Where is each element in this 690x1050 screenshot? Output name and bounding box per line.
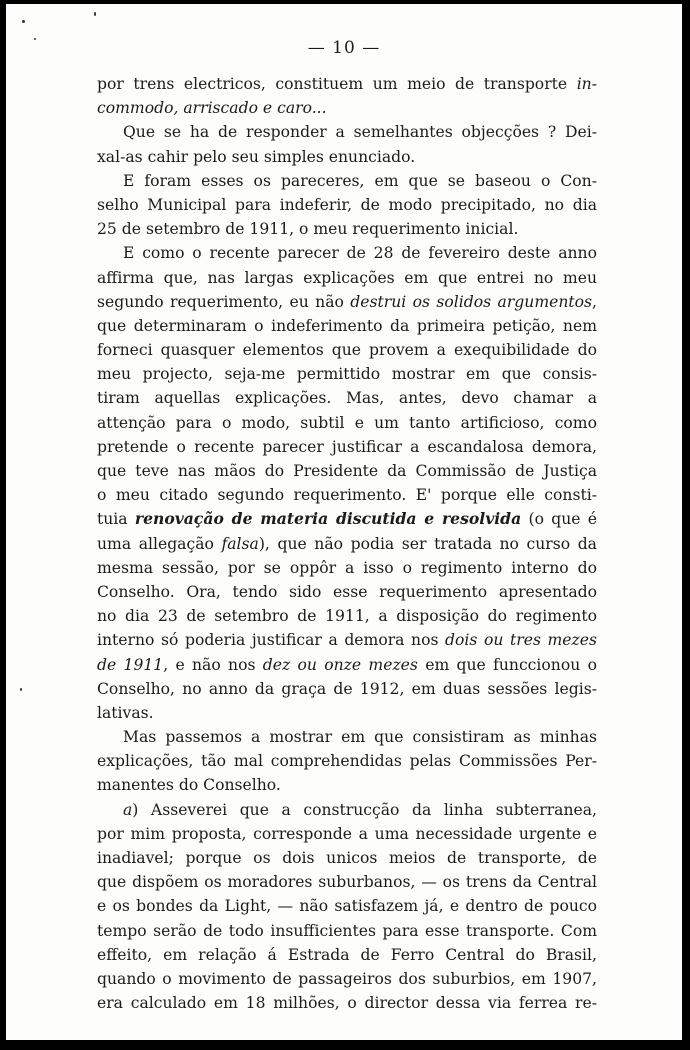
text-line [97, 241, 597, 265]
text-run: Que se ha de responder a semelhantes objecções ? Dei- [123, 123, 597, 142]
text-run: E foram esses os pareceres, em que se baseou o Con- [123, 171, 597, 190]
text-run: ) Asseverei que a construcção da linha subterranea, [132, 800, 597, 819]
text-run: xal-as cahir pelo seu simples enunciado. [97, 147, 416, 166]
text-run: interno só poderia justificar a demora nos [97, 631, 446, 650]
text-run: destrui os solidos argumentos [350, 292, 593, 311]
text-line [97, 628, 597, 652]
text-run: E como o recente parecer de 28 de fevereiro deste anno [123, 244, 597, 263]
text-line [97, 507, 597, 531]
text-line [97, 193, 597, 217]
text-line [97, 967, 597, 991]
body-text [97, 72, 597, 1015]
text-run: tuia [97, 510, 135, 529]
text-run: inadiavel; porque os dois unicos meios de transporte, de [97, 849, 597, 867]
text-run: Conselho, no anno da graça de 1912, em duas sessões legis- [97, 679, 597, 698]
text-line [97, 96, 597, 120]
text-line [97, 266, 597, 290]
text-line [97, 532, 597, 556]
text-run: que determinaram o indeferimento da primeira petição, nem [97, 316, 597, 335]
text-line [97, 217, 597, 241]
ink-speck [22, 20, 25, 23]
text-line [97, 846, 597, 870]
text-line [97, 338, 597, 362]
text-run: pretende o recente parecer justificar a escandalosa demora, [97, 437, 597, 456]
text-line [97, 145, 597, 169]
text-line [97, 290, 597, 314]
text-line [97, 386, 597, 410]
text-run: tempo serão de todo insufficientes para esse transporte. Com [97, 921, 597, 940]
text-line [97, 653, 597, 677]
text-line [97, 822, 597, 846]
book-page [6, 4, 682, 1040]
text-run: por trens electricos, constituem um meio de transporte [97, 75, 577, 93]
text-line [97, 411, 597, 435]
text-line [97, 169, 597, 193]
text-run: , [592, 292, 597, 311]
text-run: de 1911 [97, 655, 164, 674]
text-run: meu projecto, seja-me permittido mostrar em que consis- [97, 365, 597, 384]
text-line [97, 773, 597, 797]
text-run: (o que é [521, 510, 597, 529]
text-run: renovação de materia discutida e resolvida [134, 509, 522, 529]
text-run: o meu citado segundo requerimento. E' porque elle consti- [97, 486, 597, 505]
text-run: dois ou tres mezes [445, 631, 597, 650]
text-run: selho Municipal para indeferir, de modo precipitado, no dia [97, 195, 597, 214]
text-line [97, 677, 597, 701]
text-run: 25 de setembro de 1911, o meu requerimento inicial. [97, 220, 519, 239]
ink-speck [20, 688, 22, 691]
text-run: Mas passemos a mostrar em que consistiram as minhas [123, 728, 597, 747]
text-line [97, 991, 597, 1015]
text-run: lativas. [97, 703, 154, 722]
text-run: tiram aquellas explicações. Mas, antes, devo chamar a [97, 389, 597, 408]
text-line [97, 556, 597, 580]
text-run: no dia 23 de setembro de 1911, a disposição do regimento [97, 607, 597, 626]
text-run: manentes do Conselho. [97, 776, 281, 795]
text-line [97, 120, 597, 144]
text-run: que dispõem os moradores suburbanos, — os trens da Central [97, 873, 597, 892]
text-line [97, 435, 597, 459]
text-line [97, 701, 597, 725]
text-run: quando o movimento de passageiros dos suburbios, em 1907, [97, 969, 597, 988]
text-run: em que funccionou o [417, 655, 597, 674]
text-line [97, 870, 597, 894]
text-run: mesma sessão, por se oppôr a isso o regimento interno do [97, 558, 597, 577]
text-run: , e não nos [163, 655, 263, 674]
text-line [97, 604, 597, 628]
text-run: affirma que, nas largas explicações em que entrei no meu [97, 268, 597, 287]
text-run: ), que não podia ser tratada no curso da [258, 534, 597, 553]
text-line [97, 483, 597, 507]
text-run: por mim proposta, corresponde a uma necessidade urgente e [97, 824, 597, 843]
text-run: e os bondes da Light, — não satisfazem já, e dentro de pouco [97, 897, 597, 916]
page-number: — 10 — [307, 38, 381, 58]
text-run: explicações, tão mal comprehendidas pelas Commissões Per- [97, 752, 597, 771]
text-line [97, 894, 597, 918]
ink-speck [94, 12, 96, 16]
text-run: commodo, arriscado e caro... [97, 99, 327, 118]
text-run: in- [576, 75, 597, 93]
text-line [97, 580, 597, 604]
text-line [97, 314, 597, 338]
text-run: a [123, 800, 133, 819]
text-run: uma allegação [97, 534, 222, 553]
text-line [97, 943, 597, 967]
text-run: que teve nas mãos do Presidente da Commissão de Justiça [97, 462, 597, 480]
text-run: Conselho. Ora, tendo sido esse requerimento apresentado [97, 582, 597, 601]
text-run: effeito, em relação á Estrada de Ferro Central do Brasil, [97, 945, 597, 964]
text-line [97, 749, 597, 773]
text-run: forneci quasquer elementos que provem a exequibilidade do [97, 341, 597, 360]
text-line [97, 919, 597, 943]
text-line [97, 362, 597, 386]
text-line [97, 725, 597, 749]
text-run: dez ou onze mezes [262, 655, 418, 674]
text-run: era calculado em 18 milhões, o director dessa via ferrea re- [97, 994, 597, 1013]
text-run: attenção para o modo, subtil e um tanto artificioso, como [97, 413, 597, 432]
text-line [97, 72, 597, 96]
text-run: segundo requerimento, eu não [97, 292, 351, 311]
text-run: falsa [221, 534, 259, 553]
text-line [97, 459, 597, 483]
text-line [97, 798, 597, 822]
